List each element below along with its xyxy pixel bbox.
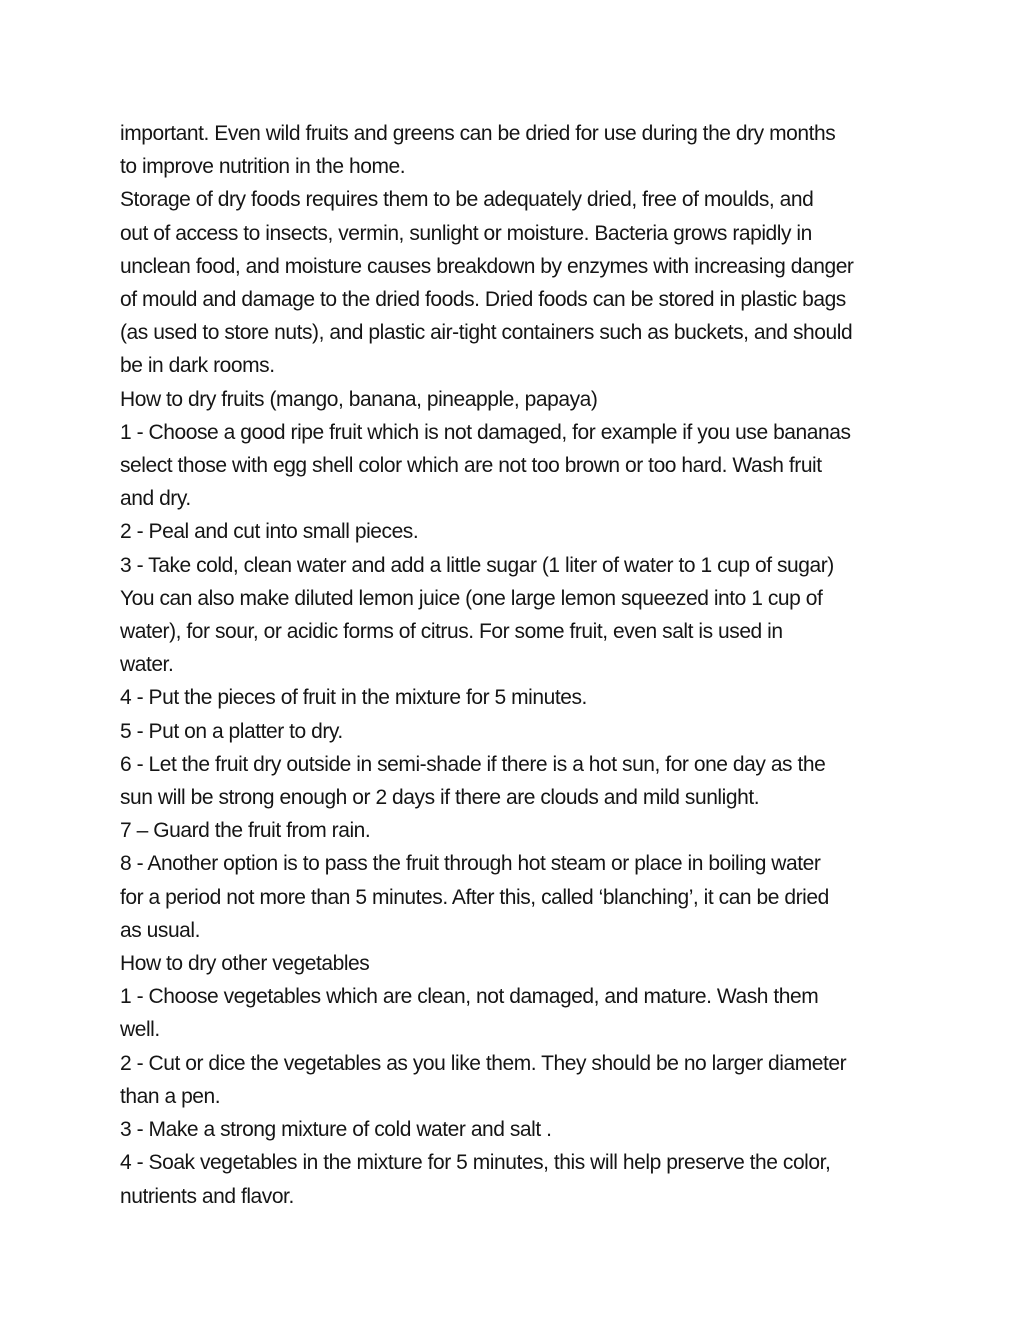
text-line: unclean food, and moisture causes breakdown by enzymes with increasing danger: [120, 254, 854, 278]
text-line: 3 - Make a strong mixture of cold water and salt .: [120, 1118, 552, 1142]
text-line: out of access to insects, vermin, sunlight or moisture. Bacteria grows rapidly in: [120, 221, 812, 245]
text-line: 5 - Put on a platter to dry.: [120, 719, 343, 743]
text-line: How to dry fruits (mango, banana, pineapple, papaya): [120, 387, 598, 411]
text-line: as usual.: [120, 918, 201, 942]
text-line: be in dark rooms.: [120, 354, 275, 378]
text-line: water), for sour, or acidic forms of citrus. For some fruit, even salt is used in: [120, 620, 783, 644]
text-line: than a pen.: [120, 1084, 221, 1108]
document-text-block: [120, 117, 920, 1213]
text-line: You can also make diluted lemon juice (one large lemon squeezed into 1 cup of: [120, 586, 823, 610]
text-line: 3 - Take cold, clean water and add a little sugar (1 liter of water to 1 cup of sugar): [120, 553, 834, 577]
text-line: nutrients and flavor.: [120, 1184, 294, 1208]
text-line: well.: [120, 1018, 160, 1042]
text-line: to improve nutrition in the home.: [120, 155, 406, 179]
text-line: 1 - Choose vegetables which are clean, not damaged, and mature. Wash them: [120, 985, 819, 1009]
text-line: of mould and damage to the dried foods. Dried foods can be stored in plastic bags: [120, 288, 846, 312]
text-line: 2 - Cut or dice the vegetables as you like them. They should be no larger diameter: [120, 1051, 847, 1075]
text-line: How to dry other vegetables: [120, 952, 370, 976]
text-line: 1 - Choose a good ripe fruit which is not damaged, for example if you use bananas: [120, 420, 851, 444]
text-line: select those with egg shell color which are not too brown or too hard. Wash fruit: [120, 454, 822, 478]
text-line: 8 - Another option is to pass the fruit through hot steam or place in boiling water: [120, 852, 821, 876]
text-line: important. Even wild fruits and greens can be dried for use during the dry months: [120, 122, 836, 145]
text-line: and dry.: [120, 487, 191, 511]
text-line: 4 - Put the pieces of fruit in the mixture for 5 minutes.: [120, 686, 587, 710]
text-line: (as used to store nuts), and plastic air-tight containers such as buckets, and should: [120, 321, 853, 345]
text-line: Storage of dry foods requires them to be adequately dried, free of moulds, and: [120, 188, 814, 212]
text-line: water.: [120, 653, 174, 677]
text-line: 6 - Let the fruit dry outside in semi-shade if there is a hot sun, for one day as the: [120, 752, 826, 776]
text-line: 4 - Soak vegetables in the mixture for 5 minutes, this will help preserve the color,: [120, 1151, 831, 1175]
text-line: for a period not more than 5 minutes. After this, called ‘blanching’, it can be dried: [120, 885, 829, 909]
text-line: sun will be strong enough or 2 days if there are clouds and mild sunlight.: [120, 786, 760, 810]
text-line: 7 – Guard the fruit from rain.: [120, 819, 371, 843]
text-line: 2 - Peal and cut into small pieces.: [120, 520, 419, 544]
